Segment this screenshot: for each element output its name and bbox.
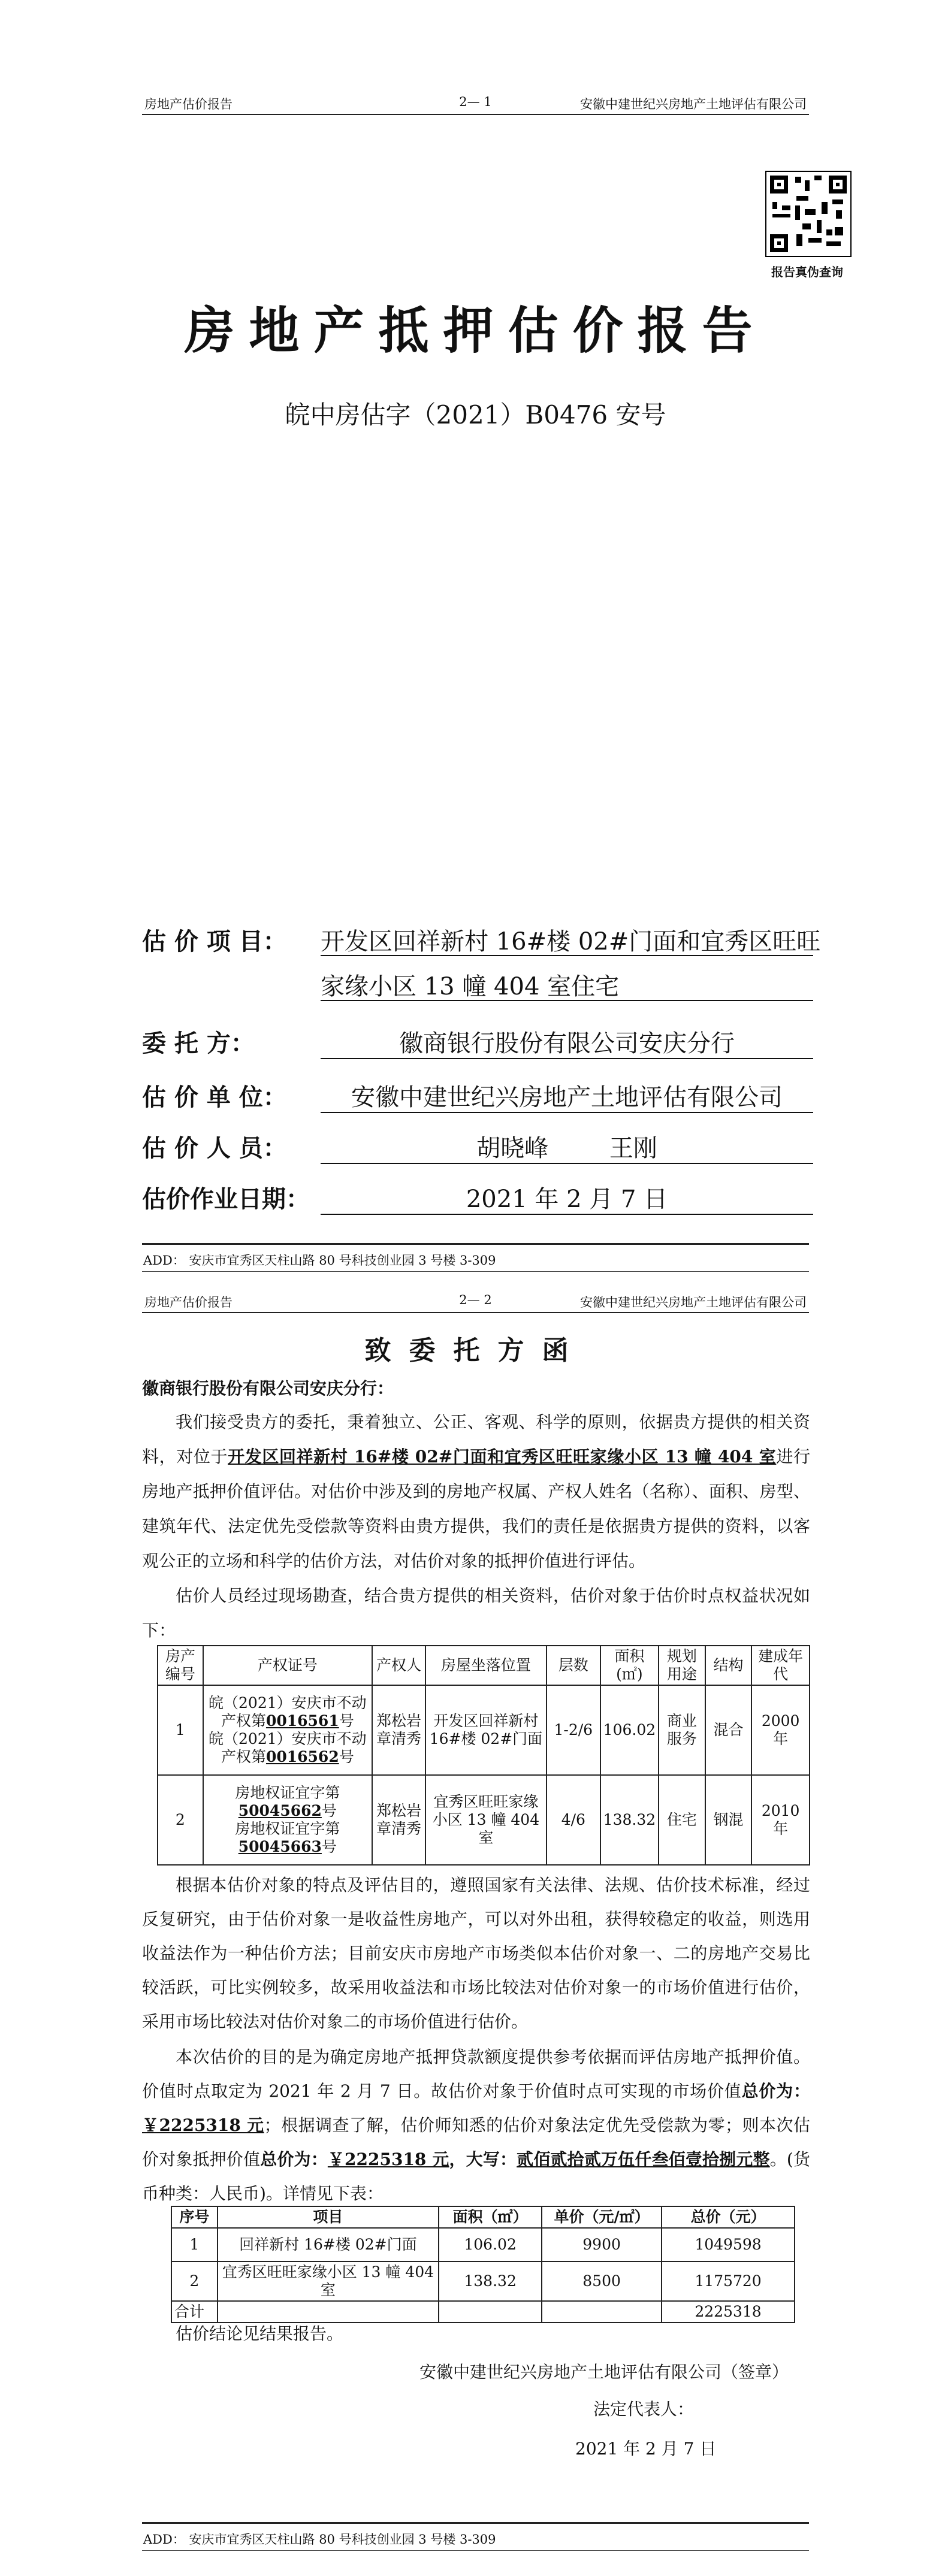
- appraisers-label: 估 价 人 员：: [142, 1134, 287, 1162]
- page-number: 2— 1: [459, 95, 492, 109]
- cell-location: 开发区回祥新村16#楼 02#门面: [425, 1685, 547, 1775]
- col-header: 单价（元/㎡）: [542, 2206, 662, 2228]
- table-row: [158, 1775, 810, 1865]
- cell-no: 1: [171, 2228, 218, 2261]
- org-label: 估 价 单 位：: [142, 1083, 287, 1111]
- cell-owner: 郑松岩章清秀: [372, 1775, 425, 1865]
- cert-number: 0016561: [265, 1712, 339, 1730]
- table-sum-row: [171, 2301, 795, 2323]
- table-row: [171, 2228, 795, 2261]
- cell-use: 商业服务: [659, 1685, 705, 1775]
- cell-total: 1049598: [662, 2228, 795, 2261]
- col-header: 项目: [218, 2206, 439, 2228]
- cell-item: 回祥新村 16#楼 02#门面: [218, 2228, 439, 2261]
- header-left: 房地产估价报告: [144, 1295, 233, 1310]
- header-right: 安徽中建世纪兴房地产土地评估有限公司: [580, 97, 807, 111]
- report-title: 房地产抵押估价报告: [184, 301, 767, 360]
- sign-representative: 法定代表人：: [593, 2399, 695, 2419]
- addressee: 徽商银行股份有限公司安庆分行：: [142, 1378, 394, 1398]
- page2-header: [142, 1288, 809, 1313]
- sign-date: 2021 年 2 月 7 日: [575, 2439, 717, 2459]
- cell-total: 1175720: [662, 2261, 795, 2301]
- qr-caption: 报告真伪查询: [771, 265, 843, 279]
- cell-structure: 混合: [705, 1685, 752, 1775]
- appraisers-value: 胡晓峰 王刚: [321, 1129, 813, 1164]
- col-header: 结构: [705, 1646, 752, 1685]
- page2-footer: [142, 2522, 809, 2551]
- paragraph-4: [142, 2040, 810, 2211]
- col-header: 层数: [547, 1646, 600, 1685]
- footer-address: ADD： 安庆市宜秀区天柱山路 80 号科技创业园 3 号楼 3-309: [143, 2532, 496, 2547]
- cert-text: 皖（2021）安庆市不动产权第: [209, 1730, 367, 1765]
- cell-no: 1: [158, 1685, 203, 1775]
- cell-floors: 1-2/6: [547, 1685, 600, 1775]
- col-header: 房产编号: [158, 1646, 203, 1685]
- cell-use: 住宅: [659, 1775, 705, 1865]
- cell-area: 138.32: [439, 2261, 542, 2301]
- cell-structure: 钢混: [705, 1775, 752, 1865]
- col-header: 产权证号: [203, 1646, 372, 1685]
- col-header: 面积(㎡): [600, 1646, 659, 1685]
- cell-location: 宜秀区旺旺家缘小区 13 幢 404 室: [425, 1775, 547, 1865]
- cell-item: 宜秀区旺旺家缘小区 13 幢 404 室: [218, 2261, 439, 2301]
- report-number: 皖中房估字（2021）B0476 安号: [285, 400, 666, 430]
- cell-year: 2010 年: [751, 1775, 810, 1865]
- paragraph-5: 估价结论见结果报告。: [176, 2324, 344, 2344]
- project-line1: 开发区回祥新村 16#楼 02#门面和宜秀区旺旺: [321, 923, 813, 956]
- cert-suffix: 号: [321, 1838, 337, 1855]
- p1-location: 开发区回祥新村 16#楼 02#门面和宜秀区旺旺家缘小区 13 幢 404 室: [228, 1447, 777, 1467]
- cell-area: 106.02: [600, 1685, 659, 1775]
- property-table: [157, 1645, 810, 1866]
- cert-suffix: 号: [321, 1802, 337, 1819]
- p4-caps-value: 贰佰贰拾贰万伍仟叁佰壹拾捌元整: [517, 2149, 770, 2169]
- cell-floors: 4/6: [547, 1775, 600, 1865]
- col-header: 房屋坐落位置: [425, 1646, 547, 1685]
- col-header: 面积（㎡）: [439, 2206, 542, 2228]
- p4-total-label: 总价为：: [741, 2081, 810, 2101]
- sign-company: 安徽中建世纪兴房地产土地评估有限公司（签章）: [419, 2362, 789, 2382]
- cert-suffix: 号: [339, 1712, 354, 1730]
- paragraph-3: 根据本估价对象的特点及评估目的，遵照国家有关法律、法规、估价技术标准，经过反复研究，由于估价对象一是收益性房地产，可以对外出租，获得较稳定的收益，则选用收益法作为一种估价方法；目前安庆市房地产市场类似本估价对象一、二的房地产交易比较活跃，可比实例较多，故采用收益法和市场比较法对估价对象一的市场价值进行估价，采用市场比较法对估价对象二的市场价值进行估价。: [142, 1875, 810, 2031]
- cert-text: 房地权证宜字第: [235, 1784, 340, 1801]
- project-line2: 家缘小区 13 幢 404 室住宅: [321, 967, 813, 1001]
- cell-year: 2000 年: [751, 1685, 810, 1775]
- cell-empty: [218, 2301, 439, 2323]
- cell-owner: 郑松岩章清秀: [372, 1685, 425, 1775]
- work-date-label: 估价作业日期：: [142, 1185, 310, 1213]
- cell-sum-total: 2225318: [662, 2301, 795, 2323]
- page-number: 2— 2: [459, 1293, 492, 1307]
- page1-header: [142, 90, 809, 115]
- cert-text: 房地权证宜字第: [235, 1820, 340, 1837]
- cell-sum-label: 合计: [171, 2301, 218, 2323]
- paragraph-1: [142, 1405, 810, 1579]
- valuation-table: [171, 2206, 795, 2323]
- p4-mortgage-label: 总价为：: [260, 2149, 328, 2169]
- cell-cert: [203, 1685, 372, 1775]
- page1-footer: [142, 1243, 809, 1272]
- cert-number: 50045663: [238, 1838, 322, 1855]
- cell-empty: [542, 2301, 662, 2323]
- p4-total-value: ￥2225318 元: [142, 2115, 264, 2135]
- p4-caps-label: ，大写：: [449, 2149, 517, 2169]
- p1-intro: 我们接受贵方的委托，秉着独立、公正、客观、科学的原则，依据贵方提供的相关资料，对位于: [142, 1412, 810, 1467]
- letter-title: 致委托方函: [364, 1335, 587, 1366]
- header-right: 安徽中建世纪兴房地产土地评估有限公司: [580, 1295, 807, 1310]
- cell-cert: [203, 1775, 372, 1865]
- work-date-value: 2021 年 2 月 7 日: [321, 1180, 813, 1215]
- p4-intro: 本次估价的目的是为确定房地产抵押贷款额度提供参考依据而评估房地产抵押价值。价值时点取定为 2021 年 2 月 7 日。故估价对象于价值时点可实现的市场价值: [142, 2047, 810, 2101]
- cell-unit-price: 9900: [542, 2228, 662, 2261]
- client-label: 委 托 方：: [142, 1029, 255, 1057]
- cert-suffix: 号: [339, 1748, 354, 1765]
- col-header: 规划用途: [659, 1646, 705, 1685]
- cert-text: 皖（2021）安庆市不动产权第: [209, 1694, 367, 1730]
- project-label: 估 价 项 目：: [142, 927, 287, 956]
- cell-area: 138.32: [600, 1775, 659, 1865]
- table-header-row: [171, 2206, 795, 2228]
- col-header: 序号: [171, 2206, 218, 2228]
- header-left: 房地产估价报告: [144, 97, 233, 111]
- col-header: 建成年代: [751, 1646, 810, 1685]
- p4-body: ；根据调查了解，估价师知悉的估价对象法定优先受偿款为零；则本次估价对象抵押价值: [142, 2115, 810, 2169]
- cell-unit-price: 8500: [542, 2261, 662, 2301]
- cert-number: 50045662: [238, 1802, 322, 1819]
- table-row: [158, 1685, 810, 1775]
- footer-address: ADD： 安庆市宜秀区天柱山路 80 号科技创业园 3 号楼 3-309: [143, 1253, 496, 1268]
- p1-body: 进行房地产抵押价值评估。对估价中涉及到的房地产权属、产权人姓名（名称）、面积、房型、建筑年代、法定优先受偿款等资料由贵方提供，我们的责任是依据贵方提供的资料，以客观公正的立场和科学的估价方法，对估价对象的抵押价值进行评估。: [142, 1447, 810, 1571]
- table-header-row: [158, 1646, 810, 1685]
- col-header: 产权人: [372, 1646, 425, 1685]
- paragraph-2: 估价人员经过现场勘查，结合贵方提供的相关资料，估价对象于估价时点权益状况如下：: [142, 1586, 810, 1640]
- cell-no: 2: [158, 1775, 203, 1865]
- p4-tail: 。(货币种类：人民币)。详情见下表：: [142, 2149, 810, 2203]
- table-row: [171, 2261, 795, 2301]
- cell-no: 2: [171, 2261, 218, 2301]
- cell-area: 106.02: [439, 2228, 542, 2261]
- cert-number: 0016562: [265, 1748, 339, 1765]
- col-header: 总价（元）: [662, 2206, 795, 2228]
- client-value: 徽商银行股份有限公司安庆分行: [321, 1024, 813, 1059]
- qr-code-icon[interactable]: [765, 171, 852, 257]
- org-value: 安徽中建世纪兴房地产土地评估有限公司: [321, 1078, 813, 1113]
- cell-empty: [439, 2301, 542, 2323]
- p4-mortgage-value: ￥2225318 元: [327, 2149, 449, 2169]
